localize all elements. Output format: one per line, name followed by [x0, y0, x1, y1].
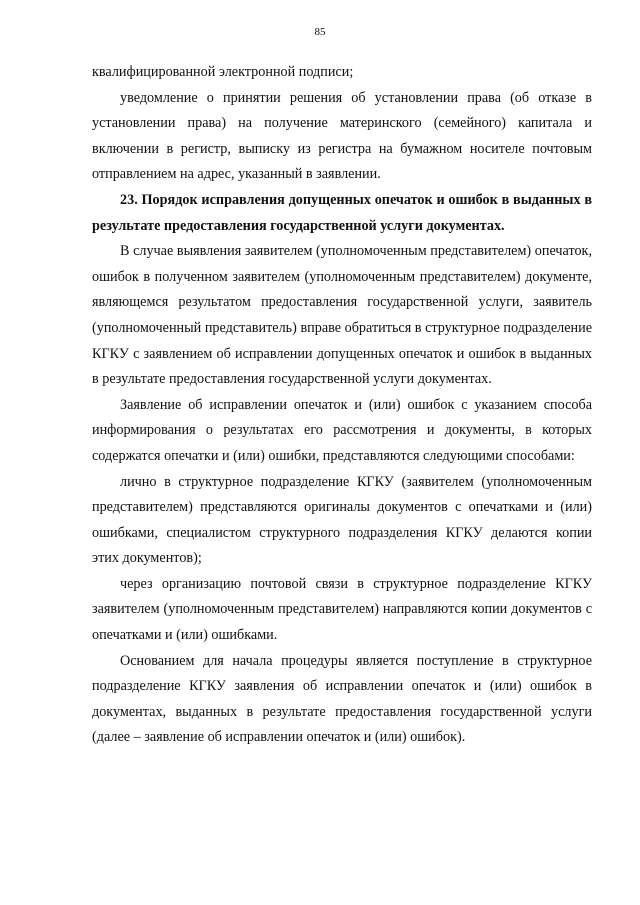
page-number: 85	[314, 26, 326, 38]
paragraph-procedure-basis: Основанием для начала процедуры является поступление в структурное подразделение КГКУ заявления об исправлении опечаток и (или) ошибок в документах, выданных в результате предоставления государственной услуги (далее – заявление об исправлении опечаток и (или) ошибок).	[92, 652, 592, 746]
document-body	[92, 60, 592, 751]
paragraph-signature-continuation: квалифицированной электронной подписи;	[92, 64, 354, 80]
paragraph-in-person: лично в структурное подразделение КГКУ (заявителем (уполномоченным представителем) представляются оригиналы документов с опечатками и (или) ошибками, специалистом структурного подразделения КГКУ делаются копии этих документов);	[92, 473, 592, 567]
paragraph-decision-notification: уведомление о принятии решения об установлении права (об отказе в установлении права) на получение материнского (семейного) капитала и включении в регистр, выписку из регистра на бумажном носителе почтовым отправлением на адрес, указанный в заявлении.	[92, 89, 592, 183]
paragraph-application-methods: Заявление об исправлении опечаток и (или) ошибок с указанием способа информирования о результатах его рассмотрения и документы, в которых содержатся опечатки и (или) ошибки, представляются следующими способами:	[92, 396, 592, 464]
paragraph-by-mail: через организацию почтовой связи в структурное подразделение КГКУ заявителем (уполномоченным представителем) направляются копии документов с опечатками и (или) ошибками.	[92, 575, 592, 644]
section-heading-23: 23. Порядок исправления допущенных опечаток и ошибок в выданных в результате предоставления государственной услуги документах.	[92, 191, 592, 234]
paragraph-error-detection: В случае выявления заявителем (уполномоченным представителем) опечаток, ошибок в полученном заявителем (уполномоченным представителем) документе, являющемся результатом предоставления государственной услуги, заявитель (уполномоченный представитель) вправе обратиться в структурное подразделение КГКУ с заявлением об исправлении допущенных опечаток и ошибок в выданных в результате предоставления государственной услуги документах.	[92, 243, 592, 388]
